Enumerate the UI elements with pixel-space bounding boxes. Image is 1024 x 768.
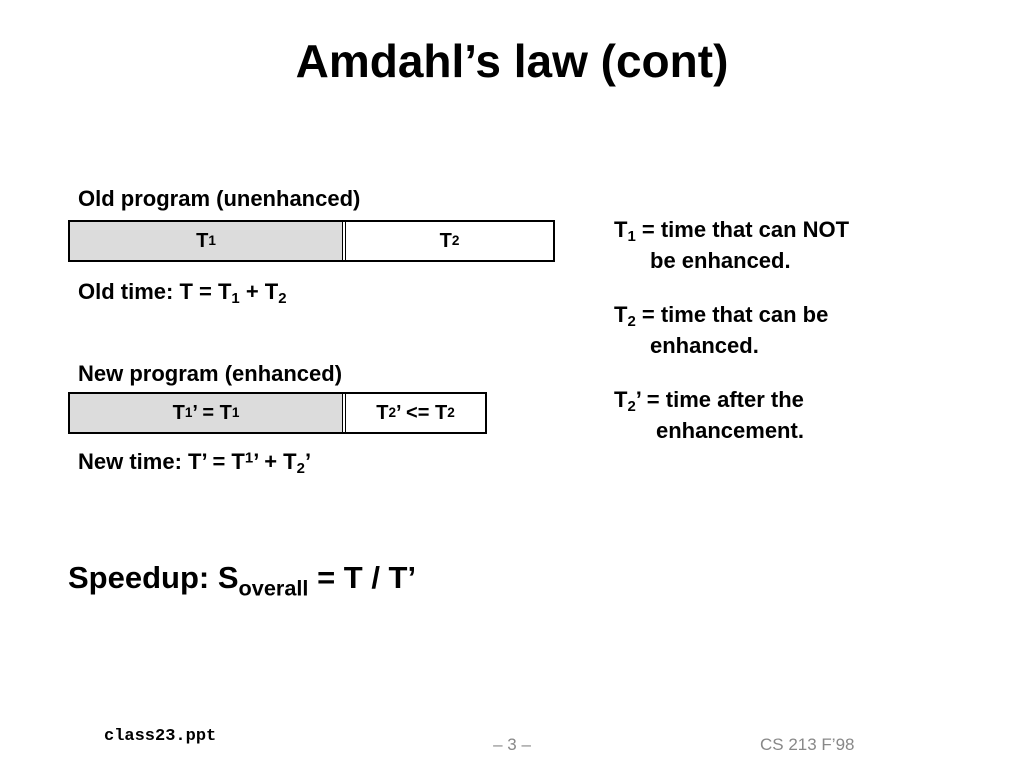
def1-base: T bbox=[614, 217, 628, 242]
old-time-s2: 2 bbox=[278, 290, 287, 308]
def2-base: T bbox=[614, 302, 628, 327]
new-t2-a: T bbox=[376, 401, 389, 424]
def1-text: = time that can NOT bbox=[635, 217, 850, 242]
new-t2-segment: T 2 ’ <= T 2 bbox=[342, 394, 485, 432]
old-time-p2: + T bbox=[239, 279, 279, 304]
new-t1-a: T bbox=[172, 401, 185, 424]
new-t1-segment: T 1 ’ = T 1 bbox=[70, 394, 342, 432]
old-t1-segment: T 1 bbox=[70, 222, 342, 260]
new-time-s1: 1 bbox=[244, 449, 254, 467]
new-time-s2: 2 bbox=[296, 460, 305, 478]
speedup-formula bbox=[68, 560, 417, 601]
def3-cont: enhancement. bbox=[656, 418, 804, 443]
def3-sub: 2 bbox=[627, 398, 636, 416]
new-time-p3: ’ bbox=[304, 449, 312, 474]
footer-course: CS 213 F’98 bbox=[760, 735, 855, 754]
def1-sub: 1 bbox=[627, 228, 636, 246]
old-time-s1: 1 bbox=[231, 290, 240, 308]
def1-cont: be enhanced. bbox=[650, 248, 791, 273]
def2-text: = time that can be bbox=[635, 302, 829, 327]
definition-t1 bbox=[614, 214, 849, 276]
old-time-formula bbox=[78, 279, 287, 308]
definition-t2 bbox=[614, 299, 828, 361]
footer-page-number: – 3 – bbox=[493, 735, 531, 754]
new-program-heading: New program (enhanced) bbox=[78, 361, 343, 386]
speedup-sub: overall bbox=[238, 575, 309, 601]
speedup-prefix: Speedup: S bbox=[68, 560, 239, 595]
def3-base: T bbox=[614, 387, 628, 412]
old-t1-base: T bbox=[196, 229, 209, 252]
new-time-formula bbox=[78, 449, 312, 478]
new-program-bar bbox=[68, 392, 487, 434]
new-t1-b: ’ = T bbox=[192, 401, 232, 424]
new-t2-b: ’ <= T bbox=[396, 401, 448, 424]
definition-t2-prime bbox=[614, 384, 804, 446]
slide-title: Amdahl’s law (cont) bbox=[295, 35, 729, 87]
def2-cont: enhanced. bbox=[650, 333, 759, 358]
new-time-p1: New time: T’ = T bbox=[78, 449, 245, 474]
new-time-p2: ’ + T bbox=[253, 449, 297, 474]
def3-rest: ’ = time after the bbox=[635, 387, 804, 412]
speedup-suffix: = T / T’ bbox=[308, 560, 417, 595]
footer-filename: class23.ppt bbox=[104, 727, 217, 746]
old-program-heading: Old program (unenhanced) bbox=[78, 186, 361, 211]
old-t2-base: T bbox=[439, 229, 452, 252]
def2-sub: 2 bbox=[627, 313, 636, 331]
old-time-p1: Old time: T = T bbox=[78, 279, 232, 304]
old-t2-segment: T 2 bbox=[342, 222, 553, 260]
old-program-bar bbox=[68, 220, 555, 262]
